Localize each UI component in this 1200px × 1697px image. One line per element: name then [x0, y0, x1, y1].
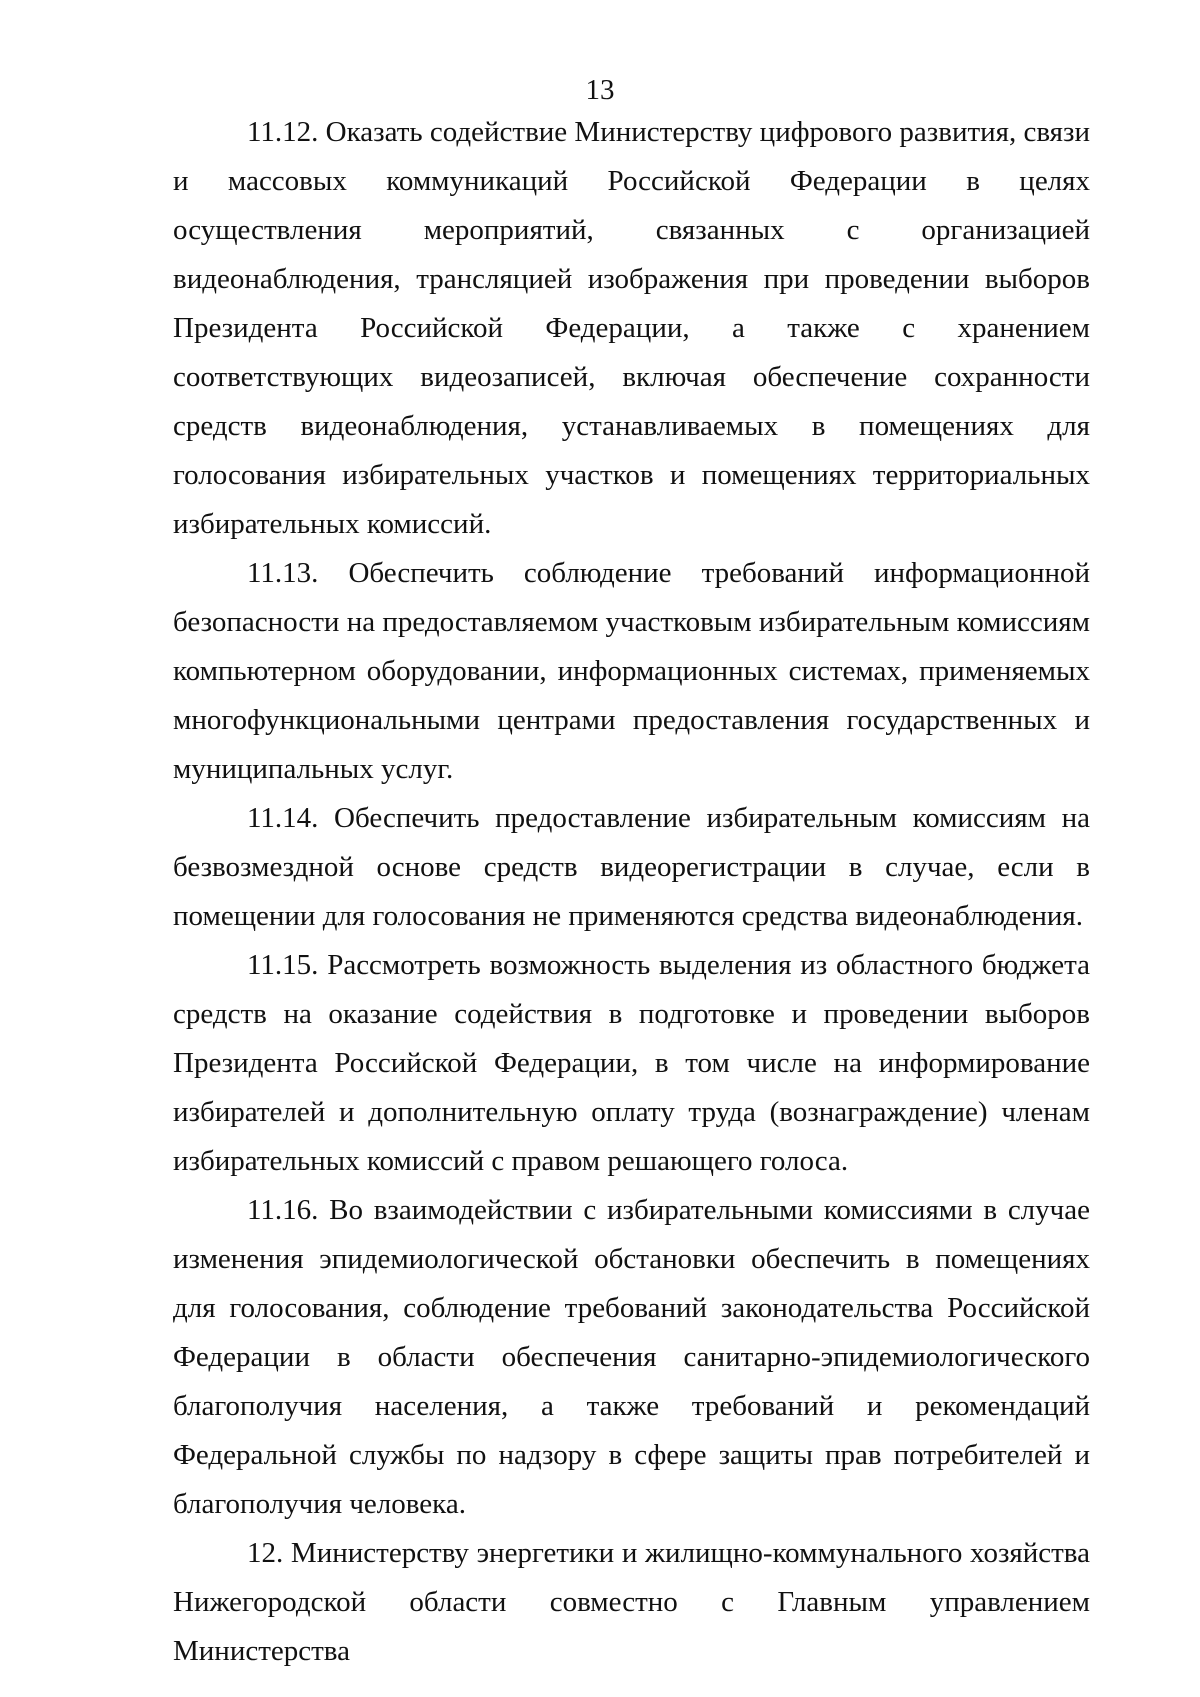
document-body [173, 108, 1090, 1676]
paragraph-11-12: 11.12. Оказать содействие Министерству цифрового развития, связи и массовых коммуникаций Российской Федерации в целях осуществления мероприятий, связанных с организацией видеонаблюдения, трансляцией изображения при проведении выборов Президента Российской Федерации, а также с хранением соответствующих видеозаписей, включая обеспечение сохранности средств видеонаблюдения, устанавливаемых в помещениях для голосования избирательных участков и помещениях территориальных избирательных комиссий. [173, 116, 1090, 540]
page-number: 13 [585, 74, 615, 106]
paragraph-12: 12. Министерству энергетики и жилищно-коммунального хозяйства Нижегородской области совместно с Главным управлением Министерства [173, 1537, 1090, 1667]
paragraph-11-15: 11.15. Рассмотреть возможность выделения из областного бюджета средств на оказание содействия в подготовке и проведении выборов Президента Российской Федерации, в том числе на информирование избирателей и дополнительную оплату труда (вознаграждение) членам избирательных комиссий с правом решающего голоса. [173, 949, 1090, 1177]
paragraph-11-14: 11.14. Обеспечить предоставление избирательным комиссиям на безвозмездной основе средств видеорегистрации в случае, если в помещении для голосования не применяются средства видеонаблюдения. [173, 802, 1090, 932]
paragraph-11-13: 11.13. Обеспечить соблюдение требований информационной безопасности на предоставляемом участковым избирательным комиссиям компьютерном оборудовании, информационных системах, применяемых многофункциональными центрами предоставления государственных и муниципальных услуг. [173, 557, 1090, 785]
paragraph-11-16: 11.16. Во взаимодействии с избирательными комиссиями в случае изменения эпидемиологической обстановки обеспечить в помещениях для голосования, соблюдение требований законодательства Российской Федерации в области обеспечения санитарно-эпидемиологического благополучия населения, а также требований и рекомендаций Федеральной службы по надзору в сфере защиты прав потребителей и благополучия человека. [173, 1194, 1090, 1520]
